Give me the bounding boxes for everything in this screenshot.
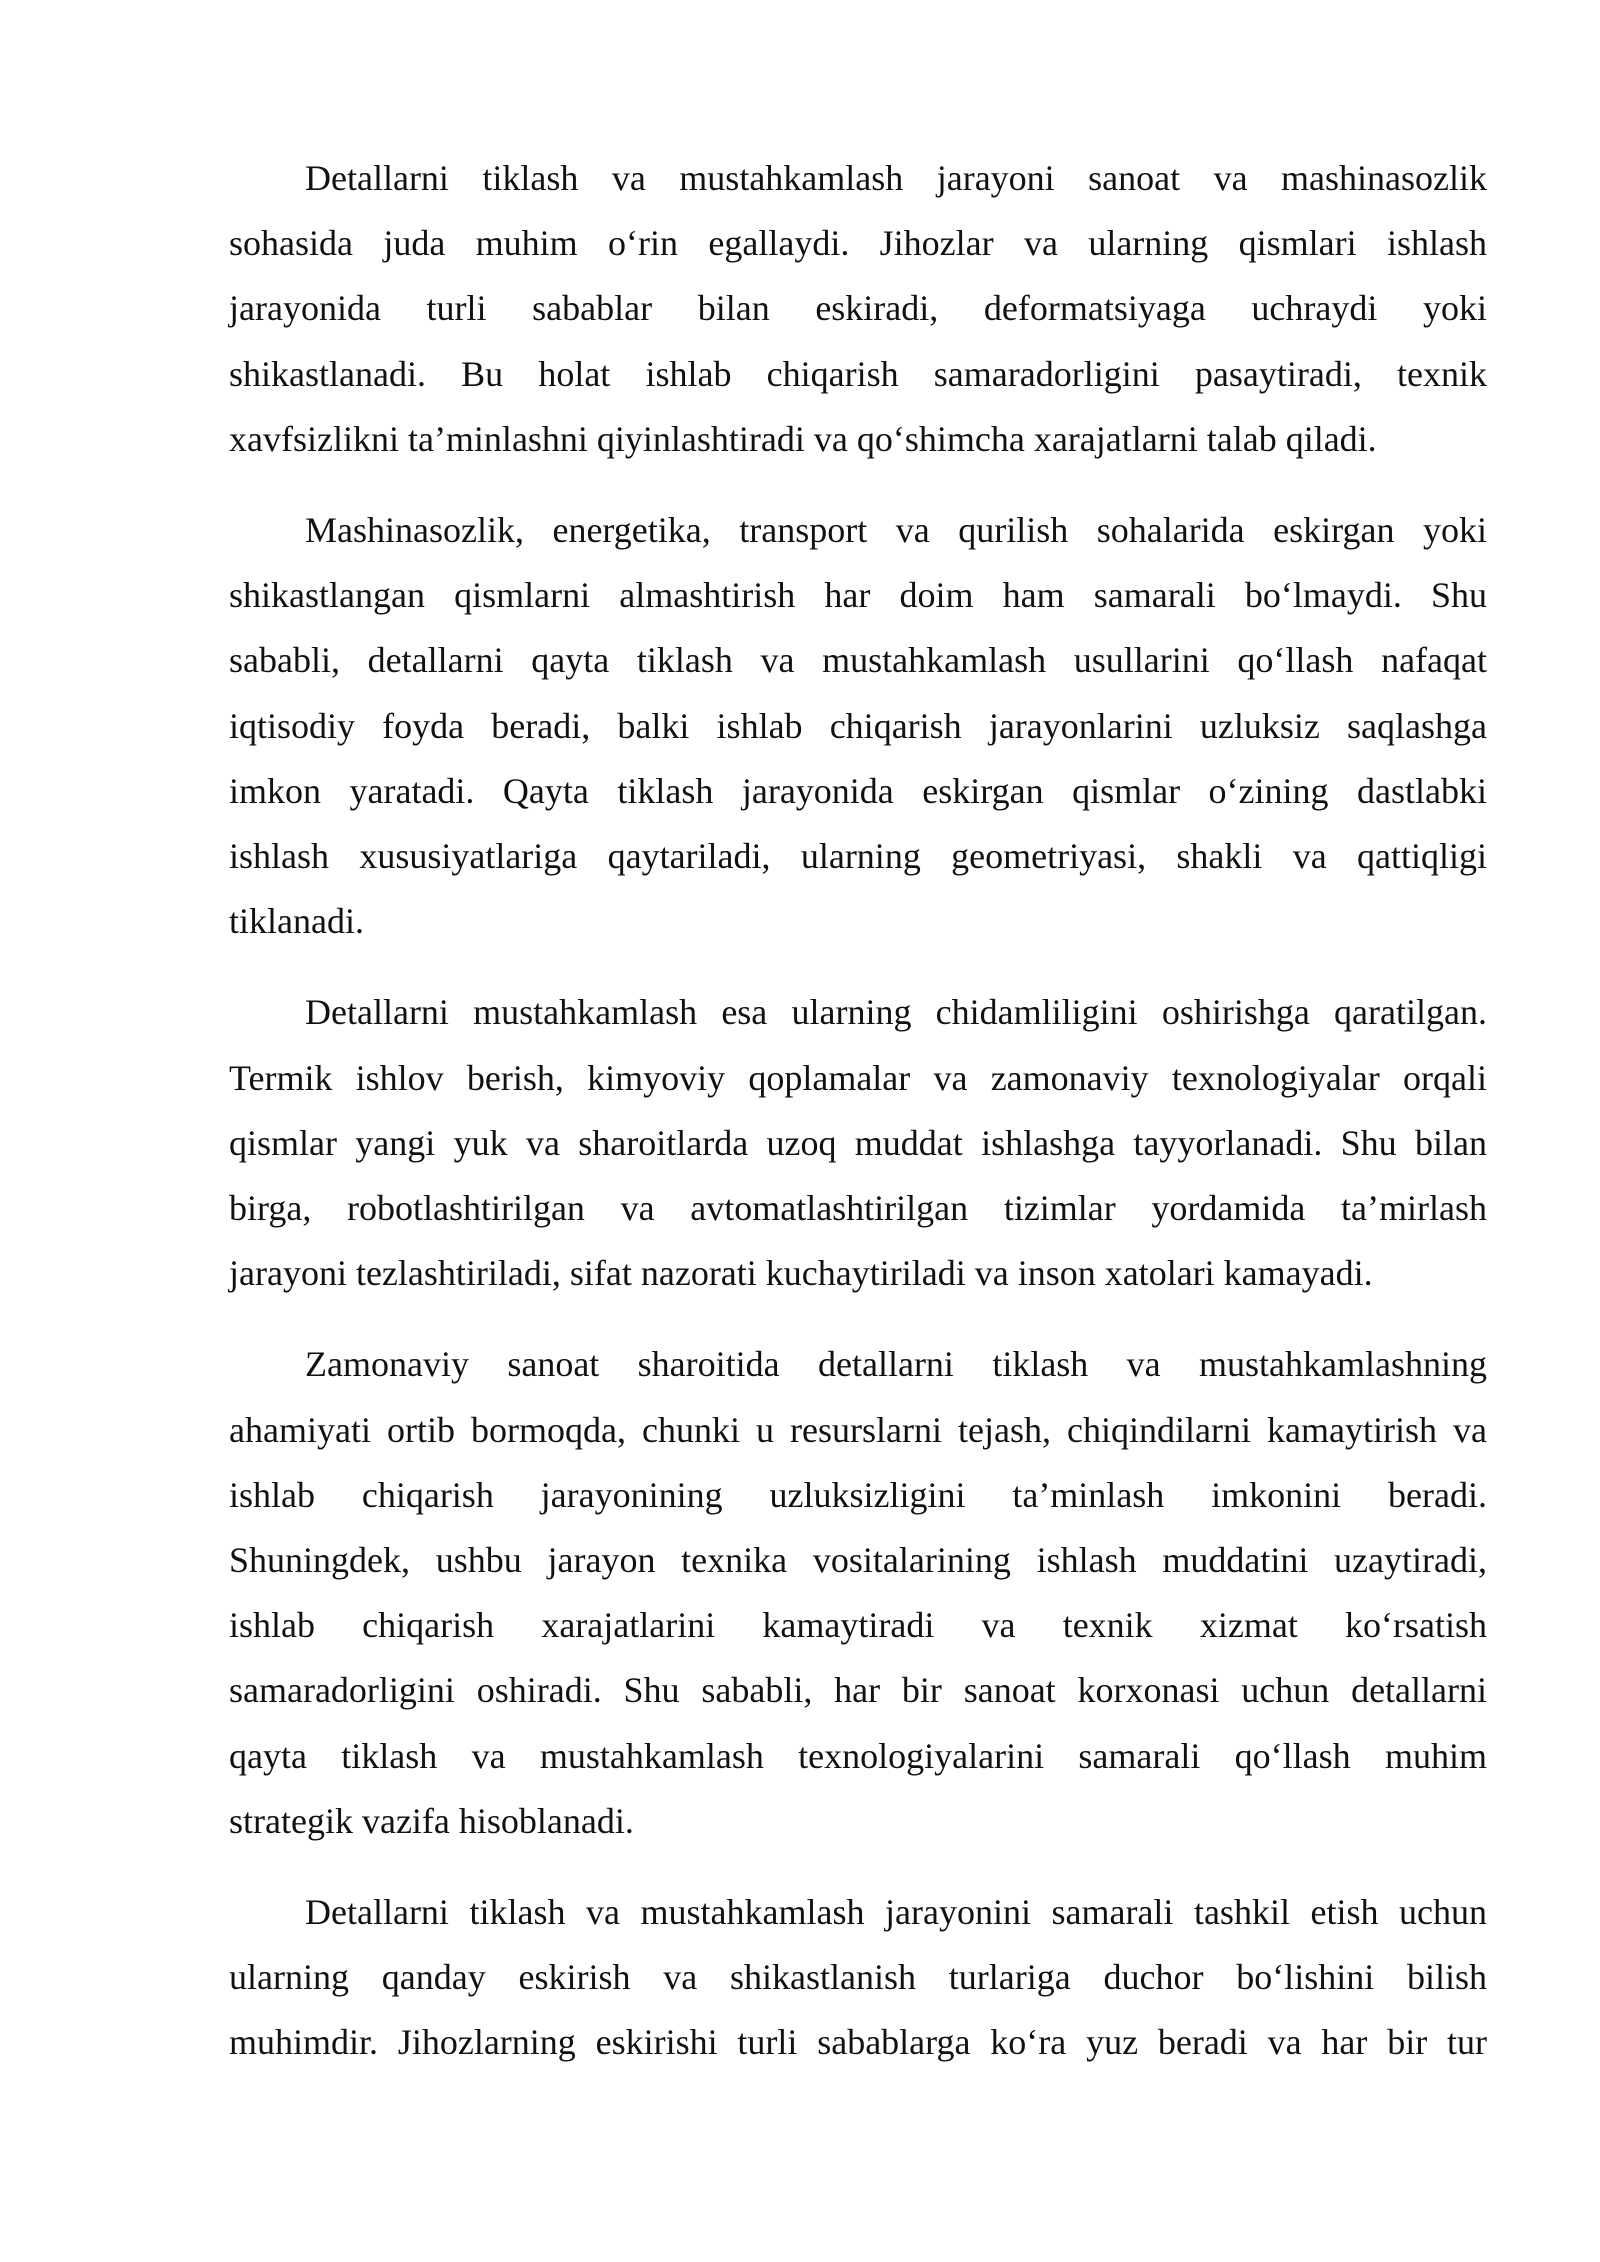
paragraph bbox=[229, 498, 1487, 954]
paragraph bbox=[229, 1880, 1487, 2076]
paragraph bbox=[229, 146, 1487, 472]
paragraph-line: jarayoni tezlashtiriladi, sifat nazorati kuchaytiriladi va inson xatolari kamayadi. bbox=[229, 1253, 1373, 1294]
paragraph-line: sohasida juda muhim o‘rin egallaydi. Jihozlar va ularning qismlari ishlash bbox=[229, 223, 1487, 264]
paragraph-line: Termik ishlov berish, kimyoviy qoplamalar va zamonaviy texnologiyalar orqali bbox=[229, 1057, 1487, 1098]
paragraph bbox=[229, 1332, 1487, 1854]
paragraph-line: qismlar yangi yuk va sharoitlarda uzoq muddat ishlashga tayyorlanadi. Shu bilan bbox=[229, 1122, 1487, 1163]
paragraph-line: Detallarni mustahkamlash esa ularning chidamliligini oshirishga qaratilgan. bbox=[305, 992, 1487, 1033]
paragraph-line: ishlash xususiyatlariga qaytariladi, ularning geometriyasi, shakli va qattiqligi bbox=[229, 836, 1487, 877]
paragraph-line: Detallarni tiklash va mustahkamlash jarayonini samarali tashkil etish uchun bbox=[305, 1892, 1487, 1933]
paragraph-line: iqtisodiy foyda beradi, balki ishlab chiqarish jarayonlarini uzluksiz saqlashga bbox=[229, 705, 1487, 746]
paragraph-line: birga, robotlashtirilgan va avtomatlashtirilgan tizimlar yordamida ta’mirlash bbox=[229, 1188, 1487, 1229]
paragraph-line: shikastlanadi. Bu holat ishlab chiqarish samaradorligini pasaytiradi, texnik bbox=[229, 353, 1487, 394]
paragraph-line: muhimdir. Jihozlarning eskirishi turli sabablarga ko‘ra yuz beradi va har bir tur bbox=[229, 2022, 1487, 2063]
paragraph-line: jarayonida turli sabablar bilan eskiradi, deformatsiyaga uchraydi yoki bbox=[229, 288, 1487, 329]
document-body bbox=[229, 146, 1487, 2102]
paragraph-line: ahamiyati ortib bormoqda, chunki u resurslarni tejash, chiqindilarni kamaytirish va bbox=[229, 1409, 1487, 1450]
paragraph-line: ishlab chiqarish jarayonining uzluksizligini ta’minlash imkonini beradi. bbox=[229, 1474, 1487, 1515]
paragraph-line: qayta tiklash va mustahkamlash texnologiyalarini samarali qo‘llash muhim bbox=[229, 1735, 1487, 1776]
paragraph-line: strategik vazifa hisoblanadi. bbox=[229, 1800, 634, 1841]
paragraph-line: samaradorligini oshiradi. Shu sababli, har bir sanoat korxonasi uchun detallarni bbox=[229, 1670, 1487, 1711]
paragraph-line: sababli, detallarni qayta tiklash va mustahkamlash usullarini qo‘llash nafaqat bbox=[229, 640, 1487, 681]
paragraph bbox=[229, 980, 1487, 1306]
paragraph-line: xavfsizlikni ta’minlashni qiyinlashtiradi va qo‘shimcha xarajatlarni talab qiladi. bbox=[229, 418, 1377, 459]
paragraph-line: shikastlangan qismlarni almashtirish har doim ham samarali bo‘lmaydi. Shu bbox=[229, 575, 1487, 616]
paragraph-line: ishlab chiqarish xarajatlarini kamaytiradi va texnik xizmat ko‘rsatish bbox=[229, 1605, 1487, 1646]
paragraph-line: Detallarni tiklash va mustahkamlash jarayoni sanoat va mashinasozlik bbox=[305, 158, 1487, 198]
paragraph-line: imkon yaratadi. Qayta tiklash jarayonida eskirgan qismlar o‘zining dastlabki bbox=[229, 770, 1487, 811]
paragraph-line: tiklanadi. bbox=[229, 901, 364, 942]
paragraph-line: Mashinasozlik, energetika, transport va qurilish sohalarida eskirgan yoki bbox=[305, 510, 1487, 551]
paragraph-line: Shuningdek, ushbu jarayon texnika vositalarining ishlash muddatini uzaytiradi, bbox=[229, 1540, 1487, 1581]
paragraph-line: ularning qanday eskirish va shikastlanish turlariga duchor bo‘lishini bilish bbox=[229, 1957, 1487, 1998]
paragraph-line: Zamonaviy sanoat sharoitida detallarni tiklash va mustahkamlashning bbox=[305, 1344, 1487, 1385]
